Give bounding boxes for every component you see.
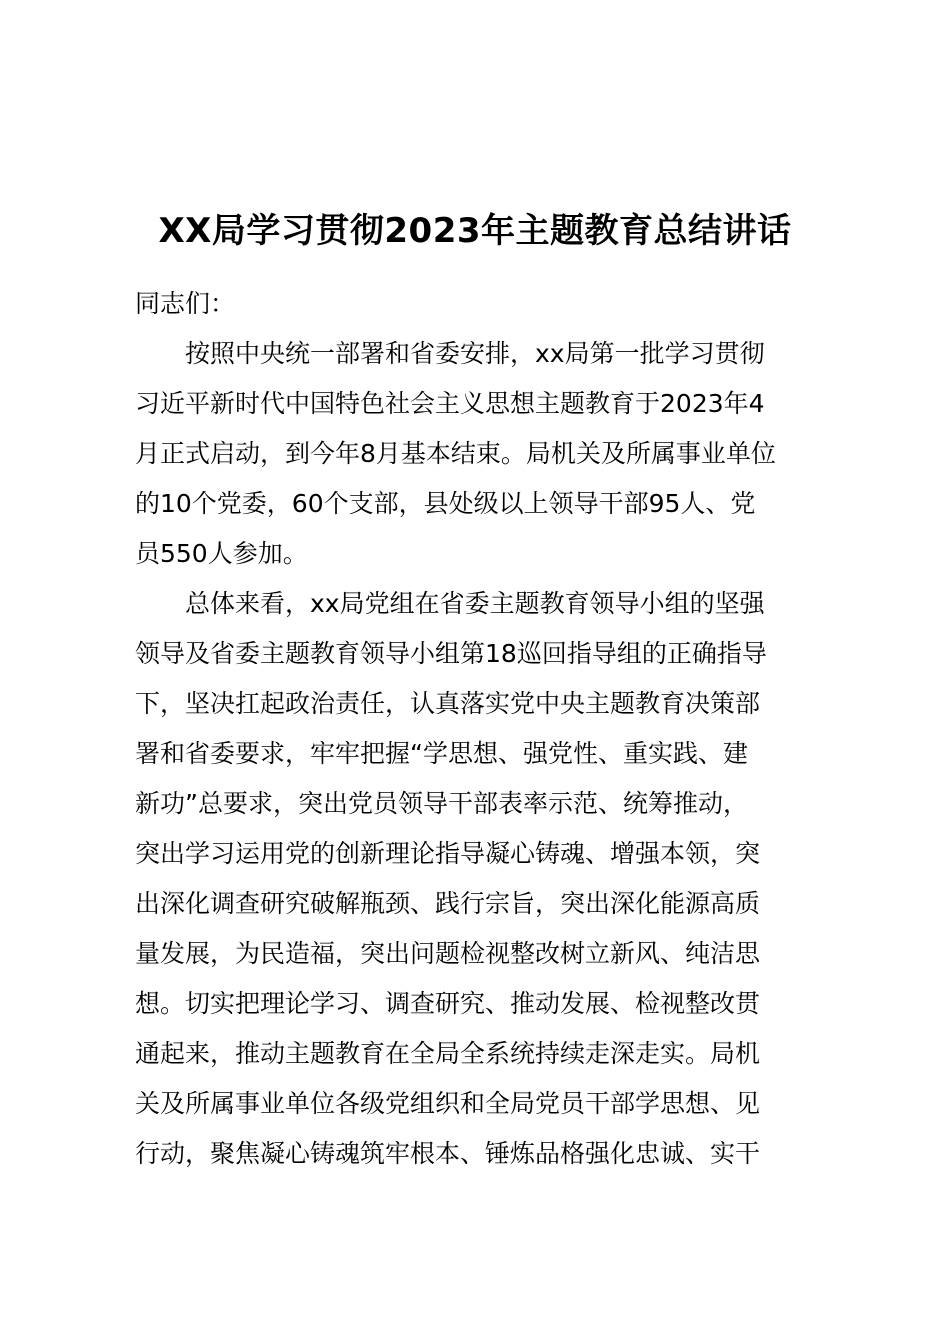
paragraph-line: 领导及省委主题教育领导小组第18巡回指导组的正确指导: [135, 639, 767, 668]
paragraph-line: 关及所属事业单位各级党组织和全局党员干部学思想、见: [135, 1089, 761, 1118]
paragraph-line: 员550人参加。: [135, 539, 308, 568]
paragraph-line: 出深化调查研究破解瓶颈、践行宗旨，突出深化能源高质: [135, 889, 761, 918]
paragraph-line: 量发展，为民造福，突出问题检视整改树立新风、纯洁思: [135, 939, 761, 968]
paragraph-line: 习近平新时代中国特色社会主义思想主题教育于2023年4: [135, 389, 765, 418]
document-title: XX局学习贯彻2023年主题教育总结讲话: [158, 211, 792, 251]
paragraph-line: 新功”总要求，突出党员领导干部表率示范、统筹推动，: [135, 789, 748, 818]
paragraph-line: 行动，聚焦凝心铸魂筑牢根本、锤炼品格强化忠诚、实干: [135, 1139, 761, 1168]
paragraph-line: 署和省委要求，牢牢把握“学思想、强党性、重实践、建: [135, 739, 748, 768]
paragraph-line: 通起来，推动主题教育在全局全系统持续走深走实。局机: [135, 1039, 761, 1068]
paragraph-line: 总体来看，xx局党组在省委主题教育领导小组的坚强: [185, 589, 765, 618]
paragraph-line: 月正式启动，到今年8月基本结束。局机关及所属事业单位: [135, 439, 776, 468]
paragraph-line: 下，坚决扛起政治责任，认真落实党中央主题教育决策部: [135, 689, 761, 718]
salutation: 同志们：: [135, 289, 236, 318]
paragraph-line: 按照中央统一部署和省委安排，xx局第一批学习贯彻: [185, 339, 765, 368]
paragraph-line: 想。切实把理论学习、调查研究、推动发展、检视整改贯: [135, 989, 761, 1018]
paragraph-line: 的10个党委，60个支部，县处级以上领导干部95人、党: [135, 489, 756, 518]
paragraph-line: 突出学习运用党的创新理论指导凝心铸魂、增强本领，突: [135, 839, 761, 868]
